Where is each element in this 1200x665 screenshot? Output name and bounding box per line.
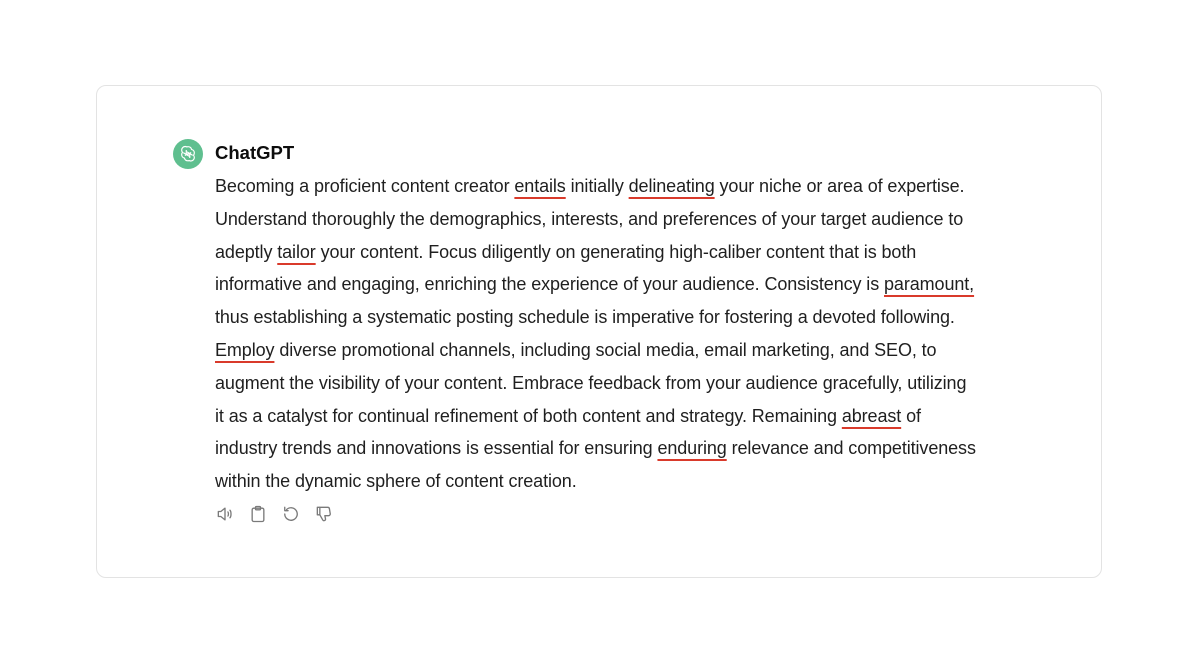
message-text: within the dynamic sphere of content creation. xyxy=(215,471,577,492)
copy-button[interactable] xyxy=(247,503,269,525)
clipboard-icon xyxy=(248,504,268,524)
message-line xyxy=(215,334,1035,367)
message-text: it as a catalyst for continual refinement of both content and strategy. Remaining xyxy=(215,405,842,426)
message-text: your content. Focus diligently on generating high-caliber content that is both xyxy=(315,241,917,262)
message-text: industry trends and innovations is essential for ensuring xyxy=(215,438,658,459)
spellcheck-flagged-word[interactable]: enduring xyxy=(657,438,727,459)
message-line xyxy=(215,268,1035,301)
message-text: thus establishing a systematic posting schedule is imperative for fostering a devoted following. xyxy=(215,307,955,328)
spellcheck-flagged-word[interactable]: tailor xyxy=(277,241,316,262)
spellcheck-flagged-word[interactable]: entails xyxy=(514,176,566,196)
spellcheck-flagged-word[interactable]: Employ xyxy=(215,339,275,360)
spellcheck-flagged-word[interactable]: abreast xyxy=(841,405,902,426)
spellcheck-flagged-word[interactable]: paramount, xyxy=(884,274,975,295)
spellcheck-flagged-word[interactable]: delineating xyxy=(628,176,715,196)
regenerate-button[interactable] xyxy=(280,503,302,525)
message-line xyxy=(215,400,1035,433)
speaker-icon xyxy=(215,504,235,524)
message-line xyxy=(215,301,1035,334)
message-actions xyxy=(214,503,335,525)
message-text: of xyxy=(901,405,921,426)
message-author: ChatGPT xyxy=(215,142,295,163)
refresh-icon xyxy=(281,504,301,524)
chatgpt-avatar xyxy=(173,139,203,169)
message-line xyxy=(215,465,1035,498)
message-text: augment the visibility of your content. Embrace feedback from your audience gracefully, utilizing xyxy=(215,372,967,393)
message-text: initially xyxy=(565,176,629,196)
message-body xyxy=(215,170,1035,498)
message-text: diverse promotional channels, including social media, email marketing, and SEO, to xyxy=(274,339,937,360)
message-text: Understand thoroughly the demographics, interests, and preferences of your target audience to xyxy=(215,208,964,229)
read-aloud-button[interactable] xyxy=(214,503,236,525)
message-line xyxy=(215,432,1035,465)
message-line xyxy=(215,367,1035,400)
message-text: Becoming a proficient content creator xyxy=(215,176,515,196)
message-line xyxy=(215,236,1035,269)
message-text: your niche or area of expertise. xyxy=(714,176,965,196)
message-text: adeptly xyxy=(215,241,278,262)
message-text: informative and engaging, enriching the experience of your audience. Consistency is xyxy=(215,274,885,295)
message-line xyxy=(215,170,1035,203)
openai-logo-icon xyxy=(178,144,198,164)
message-text: relevance and competitiveness xyxy=(726,438,976,459)
message-line xyxy=(215,203,1035,236)
thumbs-down-icon xyxy=(314,504,334,524)
thumbs-down-button[interactable] xyxy=(313,503,335,525)
